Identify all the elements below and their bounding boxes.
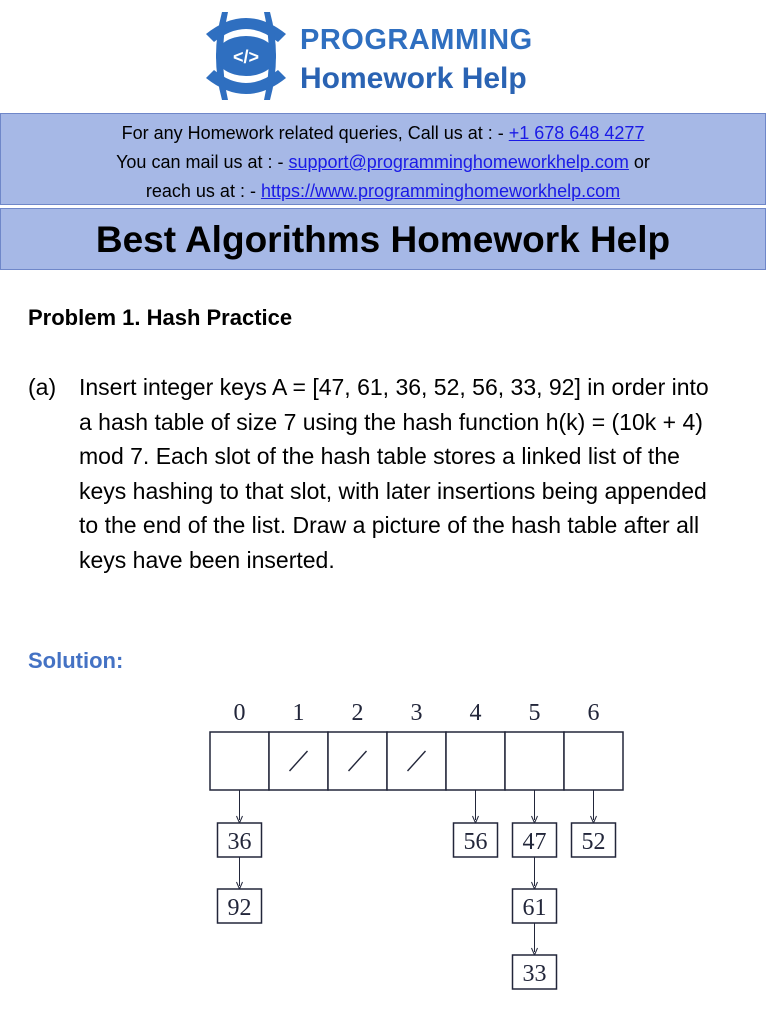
page-title: Best Algorithms Homework Help bbox=[0, 208, 766, 270]
hash-slot-cell bbox=[564, 732, 623, 790]
contact-website-line: reach us at : - https://www.programminghomeworkhelp.com bbox=[145, 181, 621, 201]
part-label: (a) bbox=[28, 374, 57, 400]
logo-subtitle: Homework Help bbox=[300, 62, 527, 95]
website-link[interactable]: https://www.programminghomeworkhelp.com bbox=[260, 181, 621, 201]
chain-node-key: 33 bbox=[522, 961, 547, 987]
slot-index-label: 1 bbox=[292, 700, 305, 726]
part-text: Insert integer keys A = [47, 61, 36, 52, 56, 33, 92] in order into a hash table of size 7 using the hash function h(k) = (10k + 4) mod 7. Each slot of the hash table stores a linked list of the keys hashing to that slot, with later insertions being appended to the end of the list. Draw a picture of the hash table after all keys have been inserted. bbox=[79, 374, 709, 573]
chain-node-key: 61 bbox=[522, 895, 547, 921]
brand-logo bbox=[184, 0, 584, 112]
slot-index-label: 5 bbox=[528, 700, 541, 726]
hash-slot-cell bbox=[505, 732, 564, 790]
contact-email-line: You can mail us at : - support@programminghomeworkhelp.com or bbox=[116, 152, 650, 172]
problem-heading: Problem 1. Hash Practice bbox=[28, 305, 293, 330]
contact-phone-line: For any Homework related queries, Call us at : - +1 678 648 4277 bbox=[121, 123, 645, 143]
phone-link[interactable]: +1 678 648 4277 bbox=[508, 123, 645, 143]
chain-node-key: 52 bbox=[581, 829, 606, 855]
chain-node-key: 92 bbox=[227, 895, 252, 921]
contact-banner bbox=[0, 113, 766, 205]
chain-node-key: 36 bbox=[227, 829, 252, 855]
hash-table-diagram bbox=[200, 690, 640, 1000]
chain-node-key: 47 bbox=[522, 829, 547, 855]
slot-index-label: 3 bbox=[410, 700, 423, 726]
slot-index-label: 4 bbox=[469, 700, 482, 726]
hash-slot-cell bbox=[446, 732, 505, 790]
solution-label: Solution: bbox=[28, 648, 124, 673]
slot-index-label: 2 bbox=[351, 700, 364, 726]
logo-globe-icon bbox=[198, 4, 294, 108]
logo-title: PROGRAMMING bbox=[300, 24, 533, 56]
logo-code-icon-text: </> bbox=[232, 47, 260, 67]
slot-index-label: 6 bbox=[587, 700, 600, 726]
chain-node-key: 56 bbox=[463, 829, 488, 855]
slot-index-label: 0 bbox=[233, 700, 246, 726]
hash-slot-cell bbox=[210, 732, 269, 790]
email-link[interactable]: support@programminghomeworkhelp.com bbox=[288, 152, 629, 172]
